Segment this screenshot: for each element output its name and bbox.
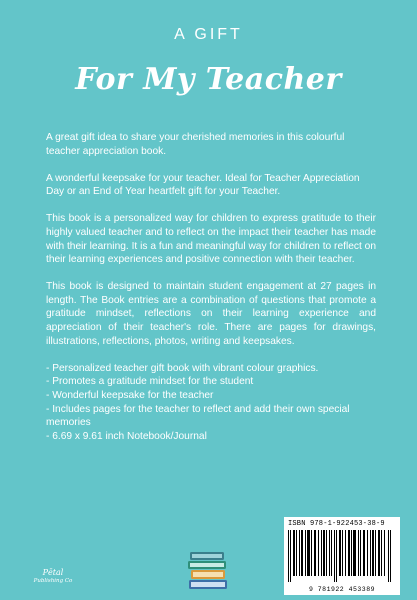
feature-item: - Wonderful keepsake for the teacher — [46, 389, 214, 401]
feature-item: - 6.69 x 9.61 inch Notebook/Journal — [46, 430, 207, 442]
description-paragraph: This book is a personalized way for children to express gratitude to their highly valued teacher and to reflect on the impact their teacher has made with their learning. It is a fun and meaningful way for children to reflect on their learning experiences and positive connection with their teacher. — [46, 213, 376, 266]
books-icon — [187, 549, 229, 591]
feature-item: - Includes pages for the teacher to reflect and add their own special memories — [46, 403, 350, 429]
cover-kicker: A GIFT — [174, 26, 243, 43]
publisher-name: Pētal — [42, 568, 64, 577]
barcode-bars — [288, 530, 396, 582]
feature-list — [46, 362, 376, 444]
isbn-label: ISBN 978-1-922453-38-9 — [288, 520, 385, 528]
feature-item: - Personalized teacher gift book with vibrant colour graphics. — [46, 362, 319, 374]
description-paragraph: This book is designed to maintain student engagement at 27 pages in length. The Book entries are a combination of questions that promote a gratitude mindset, reflections on their learning experience and appreciation of their teacher's role. There are pages for drawings, illustrations, reflections, photos, writing and keepsakes. — [46, 281, 376, 347]
description-paragraph: A great gift idea to share your cherished memories in this colourful teacher appreciation book. — [46, 132, 345, 157]
description-paragraph: A wonderful keepsake for your teacher. Ideal for Teacher Appreciation Day or an End of Year heartfelt gift for your Teacher. — [46, 172, 360, 198]
barcode — [284, 517, 400, 595]
cover-title: For My Teacher — [75, 62, 342, 97]
publisher-subtitle: Publishing Co — [33, 578, 73, 584]
ean-digits: 9 781922 453389 — [308, 586, 375, 593]
description-block — [46, 131, 376, 443]
feature-item: - Promotes a gratitude mindset for the student — [46, 376, 254, 388]
publisher-logo — [18, 568, 88, 586]
